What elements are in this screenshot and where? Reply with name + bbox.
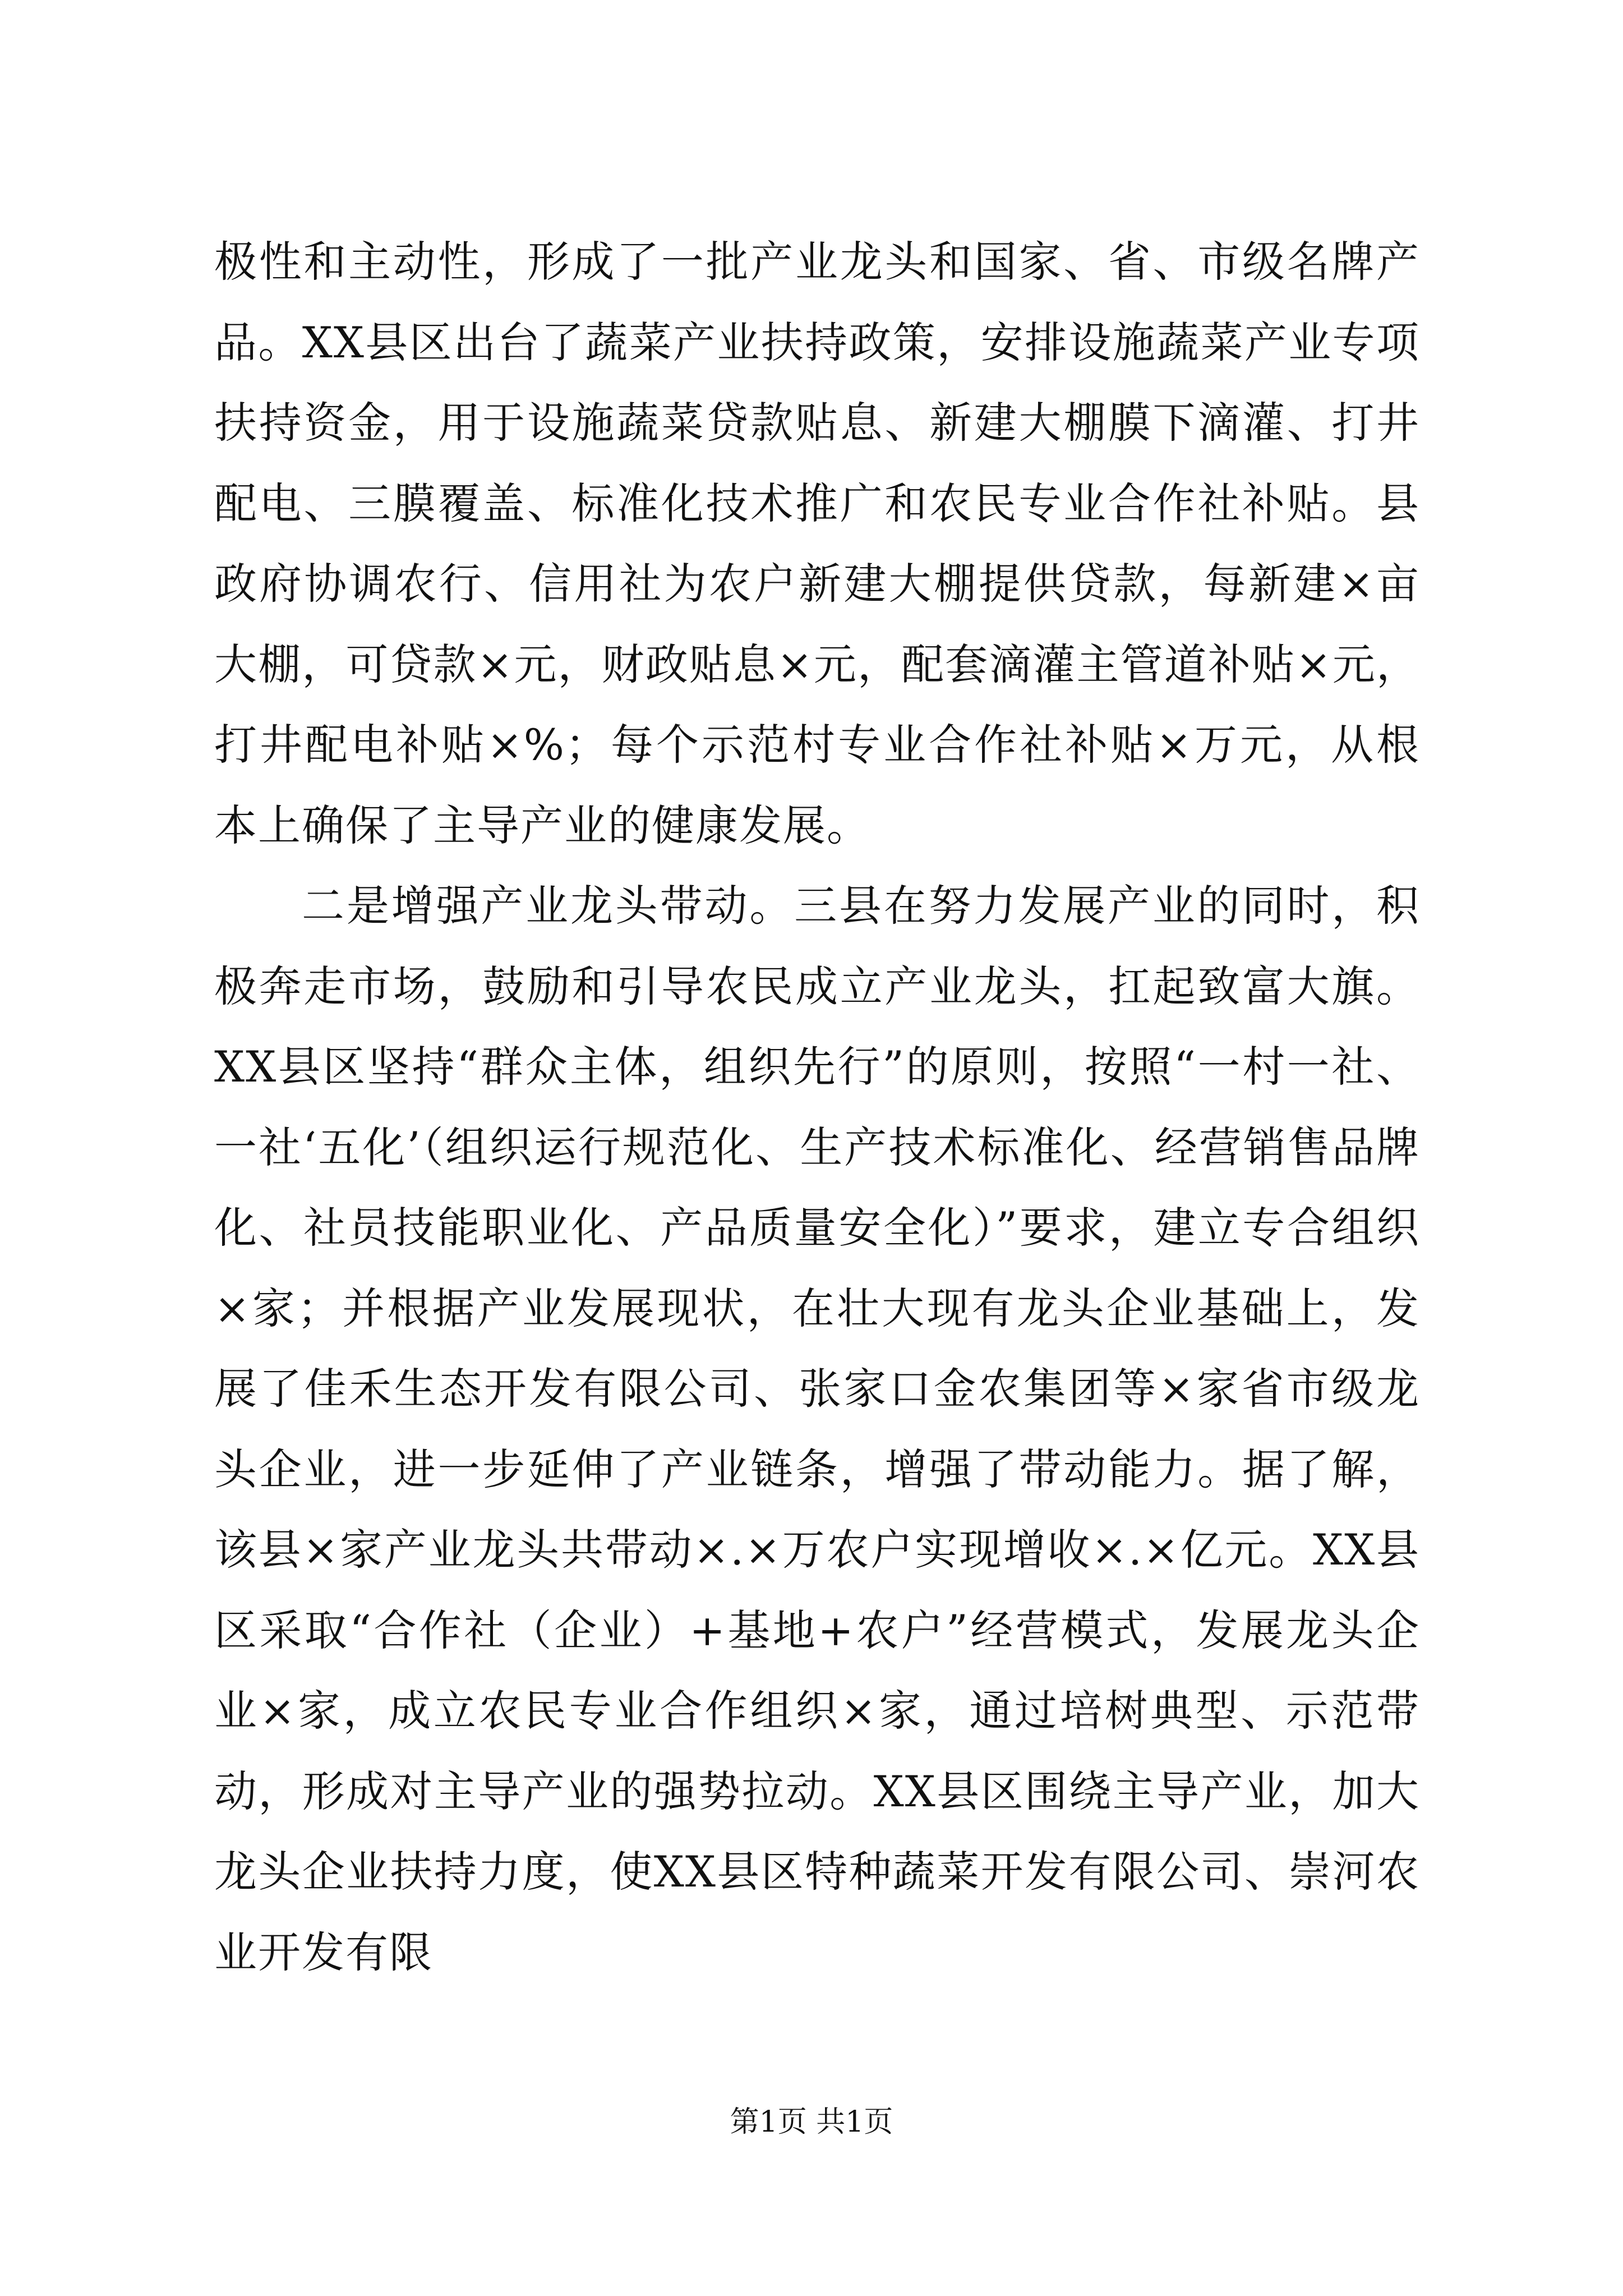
- paragraph-1: 极性和主动性，形成了一批产业龙头和国家、省、市级名牌产品。XX县区出台了蔬菜产业扶持政策，安排设施蔬菜产业专项扶持资金，用于设施蔬菜贷款贴息、新建大棚膜下滴灌、打井配电、三膜覆盖、标准化技术推广和农民专业合作社补贴。县政府协调农行、信用社为农户新建大棚提供贷款，每新建×亩大棚，可贷款×元，财政贴息×元，配套滴灌主管道补贴×元，打井配电补贴×%；每个示范村专业合作社补贴×万元，从根本上确保了主导产业的健康发展。: [214, 237, 1420, 850]
- document-body: [214, 222, 1420, 1993]
- page-footer: 第1页 共1页: [730, 2105, 893, 2139]
- paragraph-2: 二是增强产业龙头带动。三县在努力发展产业的同时，积极奔走市场，鼓励和引导农民成立产业龙头，扛起致富大旗。XX县区坚持“群众主体，组织先行”的原则，按照“一村一社、一社‘五化’（组织运行规范化、生产技术标准化、经营销售品牌化、社员技能职业化、产品质量安全化）”要求，建立专合组织×家；并根据产业发展现状，在壮大现有龙头企业基础上，发展了佳禾生态开发有限公司、张家口金农集团等×家省市级龙头企业，进一步延伸了产业链条，增强了带动能力。据了解，该县×家产业龙头共带动×.×万农户实现增收×.×亿元。XX县区采取“合作社（企业）+基地+农户”经营模式，发展龙头企业×家，成立农民专业合作组织×家，通过培树典型、示范带动，形成对主导产业的强势拉动。XX县区围绕主导产业，加大龙头企业扶持力度，使XX县区特种蔬菜开发有限公司、崇河农业开发有限: [214, 881, 1420, 1977]
